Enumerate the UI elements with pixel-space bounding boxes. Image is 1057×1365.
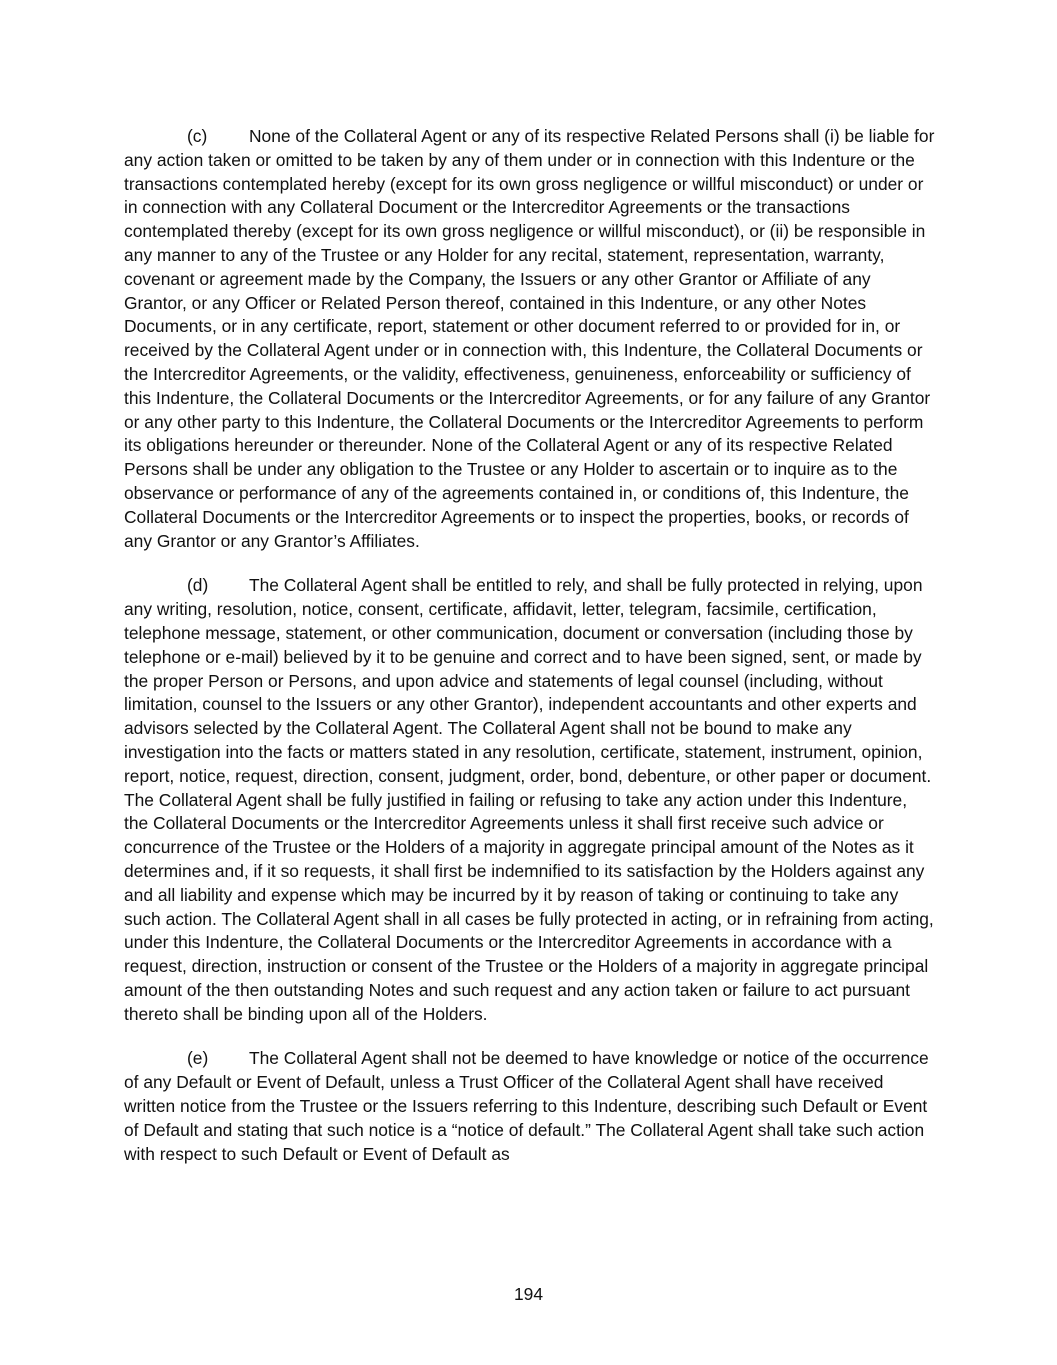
- paragraph-text-d: The Collateral Agent shall be entitled to rely, and shall be fully protected in relying, upon any writing, resolution, notice, consent, certificate, affidavit, letter, telegram, facsimile, certification, telephone message, statement, or other communication, document or conversation (including those by telephone or e-mail) believed by it to be genuine and correct and to have been signed, sent, or made by the proper Person or Persons, and upon advice and statements of legal counsel (including, without limitation, counsel to the Issuers or any other Grantor), independent accountants and other experts and advisors selected by the Collateral Agent. The Collateral Agent shall not be bound to make any investigation into the facts or matters stated in any resolution, certificate, statement, instrument, opinion, report, notice, request, direction, consent, judgment, order, bond, debenture, or other paper or document. The Collateral Agent shall be fully justified in failing or refusing to take any action under this Indenture, the Collateral Documents or the Intercreditor Agreements unless it shall first receive such advice or concurrence of the Trustee or the Holders of a majority in aggregate principal amount of the Notes as it determines and, if it so requests, it shall first be indemnified to its satisfaction by the Holders against any and all liability and expense which may be incurred by it by reason of taking or continuing to take any such action. The Collateral Agent shall in all cases be fully protected in acting, or in refraining from acting, under this Indenture, the Collateral Documents or the Intercreditor Agreements in accordance with a request, direction, instruction or consent of the Trustee or the Holders of a majority in aggregate principal amount of the then outstanding Notes and such request and any action taken or failure to act pursuant thereto shall be binding upon all of the Holders.: [124, 575, 934, 1024]
- paragraph-c: [124, 125, 936, 553]
- paragraph-text-e: The Collateral Agent shall not be deemed to have knowledge or notice of the occurrence of any Default or Event of Default, unless a Trust Officer of the Collateral Agent shall have received written notice from the Trustee or the Issuers referring to this Indenture, describing such Default or Event of Default and stating that such notice is a “notice of default.” The Collateral Agent shall take such action with respect to such Default or Event of Default as: [124, 1048, 929, 1164]
- document-body: [124, 125, 936, 1166]
- paragraph-e: [124, 1047, 936, 1166]
- paragraph-text-c: None of the Collateral Agent or any of its respective Related Persons shall (i) be liable for any action taken or omitted to be taken by any of them under or in connection with this Indenture or the transactions contemplated hereby (except for its own gross negligence or willful misconduct) or under or in connection with any Collateral Document or the Intercreditor Agreements or the transactions contemplated thereby (except for its own gross negligence or willful misconduct), or (ii) be responsible in any manner to any of the Trustee or any Holder for any recital, statement, representation, warranty, covenant or agreement made by the Company, the Issuers or any other Grantor or Affiliate of any Grantor, or any Officer or Related Person thereof, contained in this Indenture, or any other Notes Documents, or in any certificate, report, statement or other document referred to or provided for in, or received by the Collateral Agent under or in connection with, this Indenture, the Collateral Documents or the Intercreditor Agreements, or the validity, effectiveness, genuineness, enforceability or sufficiency of this Indenture, the Collateral Documents or the Intercreditor Agreements, or for any failure of any Grantor or any other party to this Indenture, the Collateral Documents or the Intercreditor Agreements to perform its obligations hereunder or thereunder. None of the Collateral Agent or any of its respective Related Persons shall be under any obligation to the Trustee or any Holder to ascertain or to inquire as to the observance or performance of any of the agreements contained in, or conditions of, this Indenture, the Collateral Documents or the Intercreditor Agreements or to inspect the properties, books, or records of any Grantor or any Grantor’s Affiliates.: [124, 126, 935, 551]
- paragraph-d: [124, 574, 936, 1026]
- paragraph-marker-e: (e): [187, 1048, 209, 1069]
- paragraph-marker-d: (d): [187, 575, 209, 596]
- page-number: 194: [513, 1284, 543, 1304]
- paragraph-marker-c: (c): [187, 126, 208, 146]
